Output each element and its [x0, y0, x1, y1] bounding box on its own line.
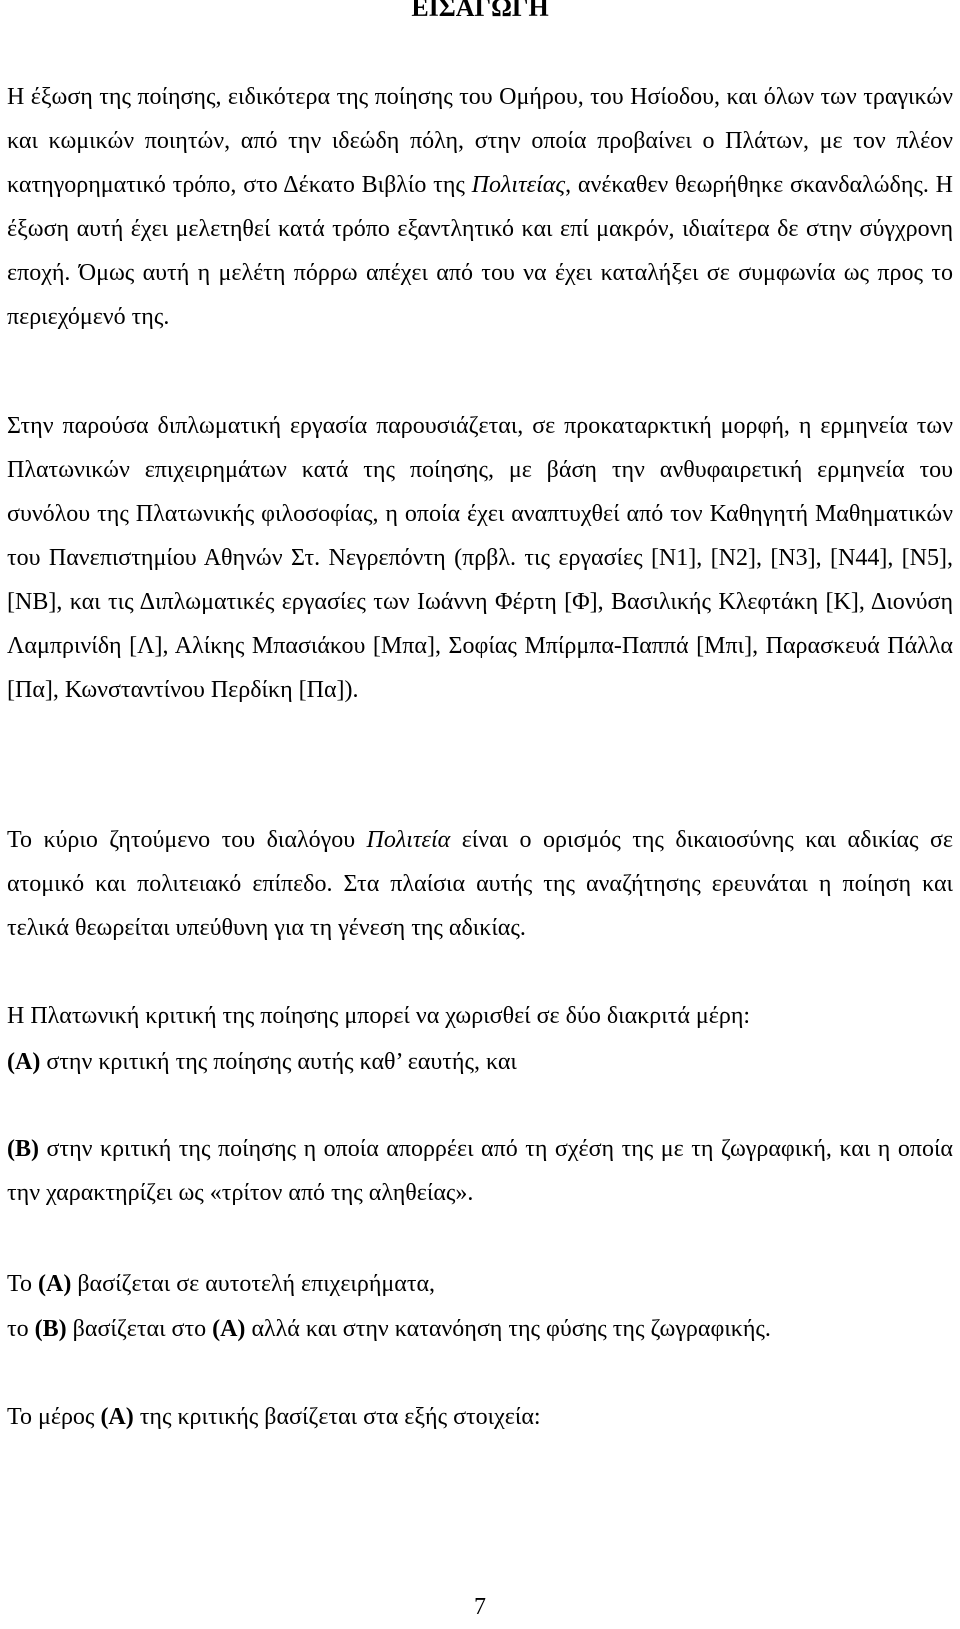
part-a-label: (Α) [7, 1049, 41, 1075]
part-b-item [7, 1127, 953, 1215]
paragraph-3-italic-title: Πολιτεία [366, 827, 451, 853]
basis-b-label: (Β) [34, 1316, 67, 1342]
basis-b-text: αλλά και στην κατανόηση της φύσης της ζωγραφικής. [245, 1316, 771, 1342]
part-b-label: (Β) [7, 1136, 39, 1162]
basis-b-line [7, 1307, 953, 1351]
elements-intro-pre: Το μέρος [7, 1404, 101, 1430]
basis-b-pre: το [7, 1316, 35, 1342]
paragraph-3-text-b: είναι ο ορισμός της δικαιοσύνης και αδικίας σε ατομικό και πολιτειακό επίπεδο. Στα πλαίσια αυτής της αναζήτησης ερευνάται η ποίηση και τελικά θεωρείται υπεύθυνη για τη γένεση της αδικίας. [7, 827, 953, 941]
basis-a-label: (Α) [38, 1271, 72, 1297]
page-number: 7 [474, 1594, 486, 1620]
elements-intro-text: της κριτικής βασίζεται στα εξής στοιχεία: [133, 1404, 541, 1430]
elements-intro [7, 1395, 953, 1439]
paragraph-3-text-a: Το κύριο ζητούμενο του διαλόγου [7, 827, 367, 853]
paragraph-1-italic-title: Πολιτείας [471, 172, 566, 198]
paragraph-2: Στην παρούσα διπλωματική εργασία παρουσιάζεται, σε προκαταρκτική μορφή, η ερμηνεία των Πλατωνικών επιχειρημάτων κατά της ποίησης, με βάση την ανθυφαιρετική ερμηνεία του συνόλου της Πλατωνικής φιλοσοφίας, η οποία έχει αναπτυχθεί από τον Καθηγητή Μαθηματικών του Πανεπιστημίου Αθηνών Στ. Νεγρεπόντη (πρβλ. τις εργασίες [Ν1], [Ν2], [Ν3], [Ν44], [Ν5], [ΝΒ], και τις Διπλωματικές εργασίες των Ιωάννη Φέρτη [Φ], Βασιλικής Κλεφτάκη [Κ], Διονύση Λαμπρινίδη [Λ], Αλίκης Μπασιάκου [Μπα], Σοφίας Μπίρμπα-Παππά [Μπι], Παρασκευά Πάλλα [Πα], Κωνσταντίνου Περδίκη [Πα]). [7, 413, 953, 703]
paragraph-1-text-b: , ανέκαθεν θεωρήθηκε σκανδαλώδης. Η έξωση αυτή έχει μελετηθεί κατά τρόπο εξαντλητικό και επί μακρόν, ιδιαίτερα δε στην σύγχρονη εποχή. Όμως αυτή η μελέτη πόρρω απέχει από του να έχει καταλήξει σε συμφωνία ως προς το περιεχόμενό της. [7, 172, 953, 330]
paragraph-1 [7, 75, 953, 339]
basis-b-mid: βασίζεται στο [66, 1316, 213, 1342]
division-intro: Η Πλατωνική κριτική της ποίησης μπορεί να χωρισθεί σε δύο διακριτά μέρη: [7, 1003, 751, 1029]
paragraph-3 [7, 818, 953, 950]
basis-b-label-2: (Α) [212, 1316, 246, 1342]
basis-a-pre: Το [7, 1271, 39, 1297]
part-a-text: στην κριτική της ποίησης αυτής καθ’ εαυτής, και [40, 1049, 517, 1075]
chapter-heading: ΕΙΣΑΓΩΓΗ [411, 0, 549, 22]
part-a-item [7, 1040, 953, 1084]
elements-intro-label: (Α) [100, 1404, 134, 1430]
part-b-text: στην κριτική της ποίησης η οποία απορρέει από τη σχέση της με τη ζωγραφική, και η οποία την χαρακτηρίζει ως «τρίτον από της αληθείας». [7, 1136, 953, 1206]
basis-a-text: βασίζεται σε αυτοτελή επιχειρήματα, [71, 1271, 436, 1297]
paragraph-1-text-a: Η έξωση της ποίησης, ειδικότερα της ποίησης του Ομήρου, του Ησίοδου, και όλων των τραγικών και κωμικών ποιητών, από την ιδεώδη πόλη, στην οποία προβαίνει ο Πλάτων, με τον πλέον κατηγορηματικό τρόπο, στο Δέκατο Βιβλίο της [7, 84, 953, 198]
basis-a-line [7, 1262, 953, 1306]
